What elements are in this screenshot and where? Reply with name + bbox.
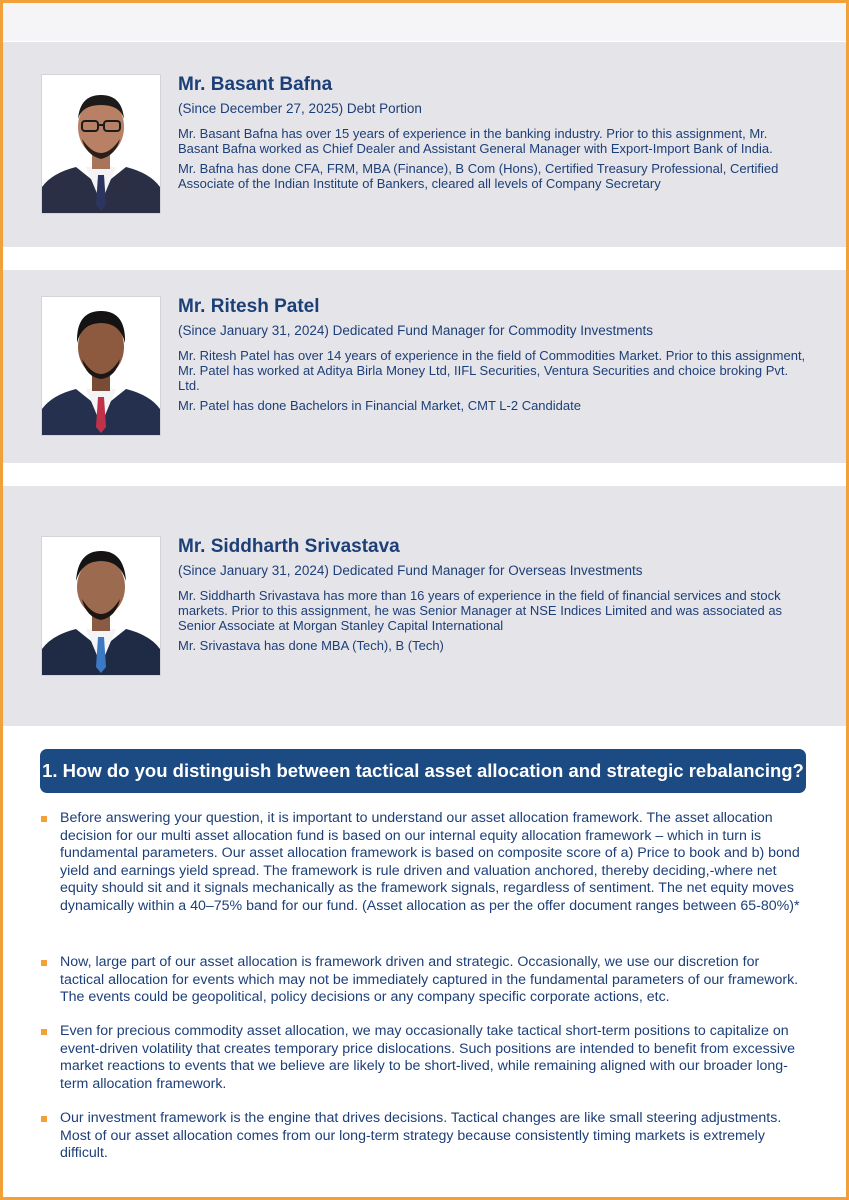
manager-photo <box>41 536 161 676</box>
manager-card-basant-bafna <box>3 42 846 247</box>
manager-photo <box>41 296 161 436</box>
portrait-image <box>42 537 160 675</box>
manager-name: Mr. Basant Bafna <box>178 74 333 95</box>
manager-tenure: (Since December 27, 2025) Debt Portion <box>178 101 422 116</box>
manager-info <box>178 296 806 418</box>
portrait-image <box>42 297 160 435</box>
manager-name: Mr. Siddharth Srivastava <box>178 536 400 557</box>
manager-info <box>178 536 806 658</box>
bullet-square-icon <box>41 816 47 822</box>
bullet-square-icon <box>41 960 47 966</box>
manager-photo <box>41 74 161 214</box>
manager-experience: Mr. Ritesh Patel has over 14 years of experience in the field of Commodities Market. Prior to this assignment, Mr. Patel has worked at Aditya Birla Money Ltd, IIFL Securities, Ventura Securities and choice broking Pvt. Ltd. <box>178 348 806 393</box>
list-item <box>40 954 806 1007</box>
manager-card-ritesh-patel <box>3 270 846 463</box>
list-item-text: Even for precious commodity asset allocation, we may occasionally take tactical short-term positions to capitalize on event-driven volatility that creates temporary price dislocations. Such positions are intended to benefit from excessive market reactions to events that we believe are likely to be short-lived, while remaining aligned with our broader long-term allocation framework. <box>60 1023 795 1092</box>
list-item-text: Our investment framework is the engine that drives decisions. Tactical changes are like small steering adjustments. Most of our asset allocation comes from our long-term strategy because consistently timing markets is extremely difficult. <box>60 1110 782 1161</box>
manager-qualifications: Mr. Bafna has done CFA, FRM, MBA (Finance), B Com (Hons), Certified Treasury Professional, Certified Associate of the Indian Institute of Bankers, cleared all levels of Company Secretary <box>178 161 779 191</box>
manager-experience: Mr. Siddharth Srivastava has more than 16 years of experience in the field of financial services and stock markets. Prior to this assignment, he was Senior Manager at NSE Indices Limited and was associated as Senior Associate at Morgan Stanley Capital International <box>178 588 783 633</box>
bullet-square-icon <box>41 1029 47 1035</box>
bullet-square-icon <box>41 1116 47 1122</box>
manager-qualifications: Mr. Srivastava has done MBA (Tech), B (Tech) <box>178 638 444 653</box>
manager-name: Mr. Ritesh Patel <box>178 296 320 317</box>
list-item <box>40 1023 806 1093</box>
list-item <box>40 1110 806 1163</box>
manager-info <box>178 74 806 196</box>
manager-qualifications: Mr. Patel has done Bachelors in Financial Market, CMT L-2 Candidate <box>178 398 581 413</box>
portrait-image <box>42 75 160 213</box>
question-heading: 1. How do you distinguish between tactical asset allocation and strategic rebalancing? <box>40 749 806 793</box>
manager-tenure: (Since January 31, 2024) Dedicated Fund Manager for Commodity Investments <box>178 323 653 338</box>
list-item-text: Now, large part of our asset allocation is framework driven and strategic. Occasionally, we use our discretion for tactical allocation for events which may not be immediately captured in the fundamental parameters of our framework. The events could be geopolitical, policy decisions or any company specific corporate actions, etc. <box>60 954 799 1005</box>
manager-experience: Mr. Basant Bafna has over 15 years of experience in the banking industry. Prior to this assignment, Mr. Basant Bafna worked as Chief Dealer and Assistant General Manager with Export-Import Bank of India. <box>178 126 773 156</box>
top-band <box>3 3 846 41</box>
manager-card-siddharth-srivastava <box>3 486 846 726</box>
list-item <box>40 810 806 915</box>
list-item-text: Before answering your question, it is important to understand our asset allocation framework. The asset allocation decision for our multi asset allocation fund is based on our internal equity allocation framework – which in turn is fundamental parameters. Our asset allocation framework is based on composite score of a) Price to book and b) bond yield and earnings yield spread. The framework is rule driven and valuation anchored, thereby deciding,-where net equity should sit and it signals mechanically as the framework signals, regardless of sentiment. The net equity moves dynamically within a 40–75% band for our fund. (Asset allocation as per the offer document ranges between 65-80%)* <box>60 810 800 914</box>
manager-tenure: (Since January 31, 2024) Dedicated Fund Manager for Overseas Investments <box>178 563 643 578</box>
